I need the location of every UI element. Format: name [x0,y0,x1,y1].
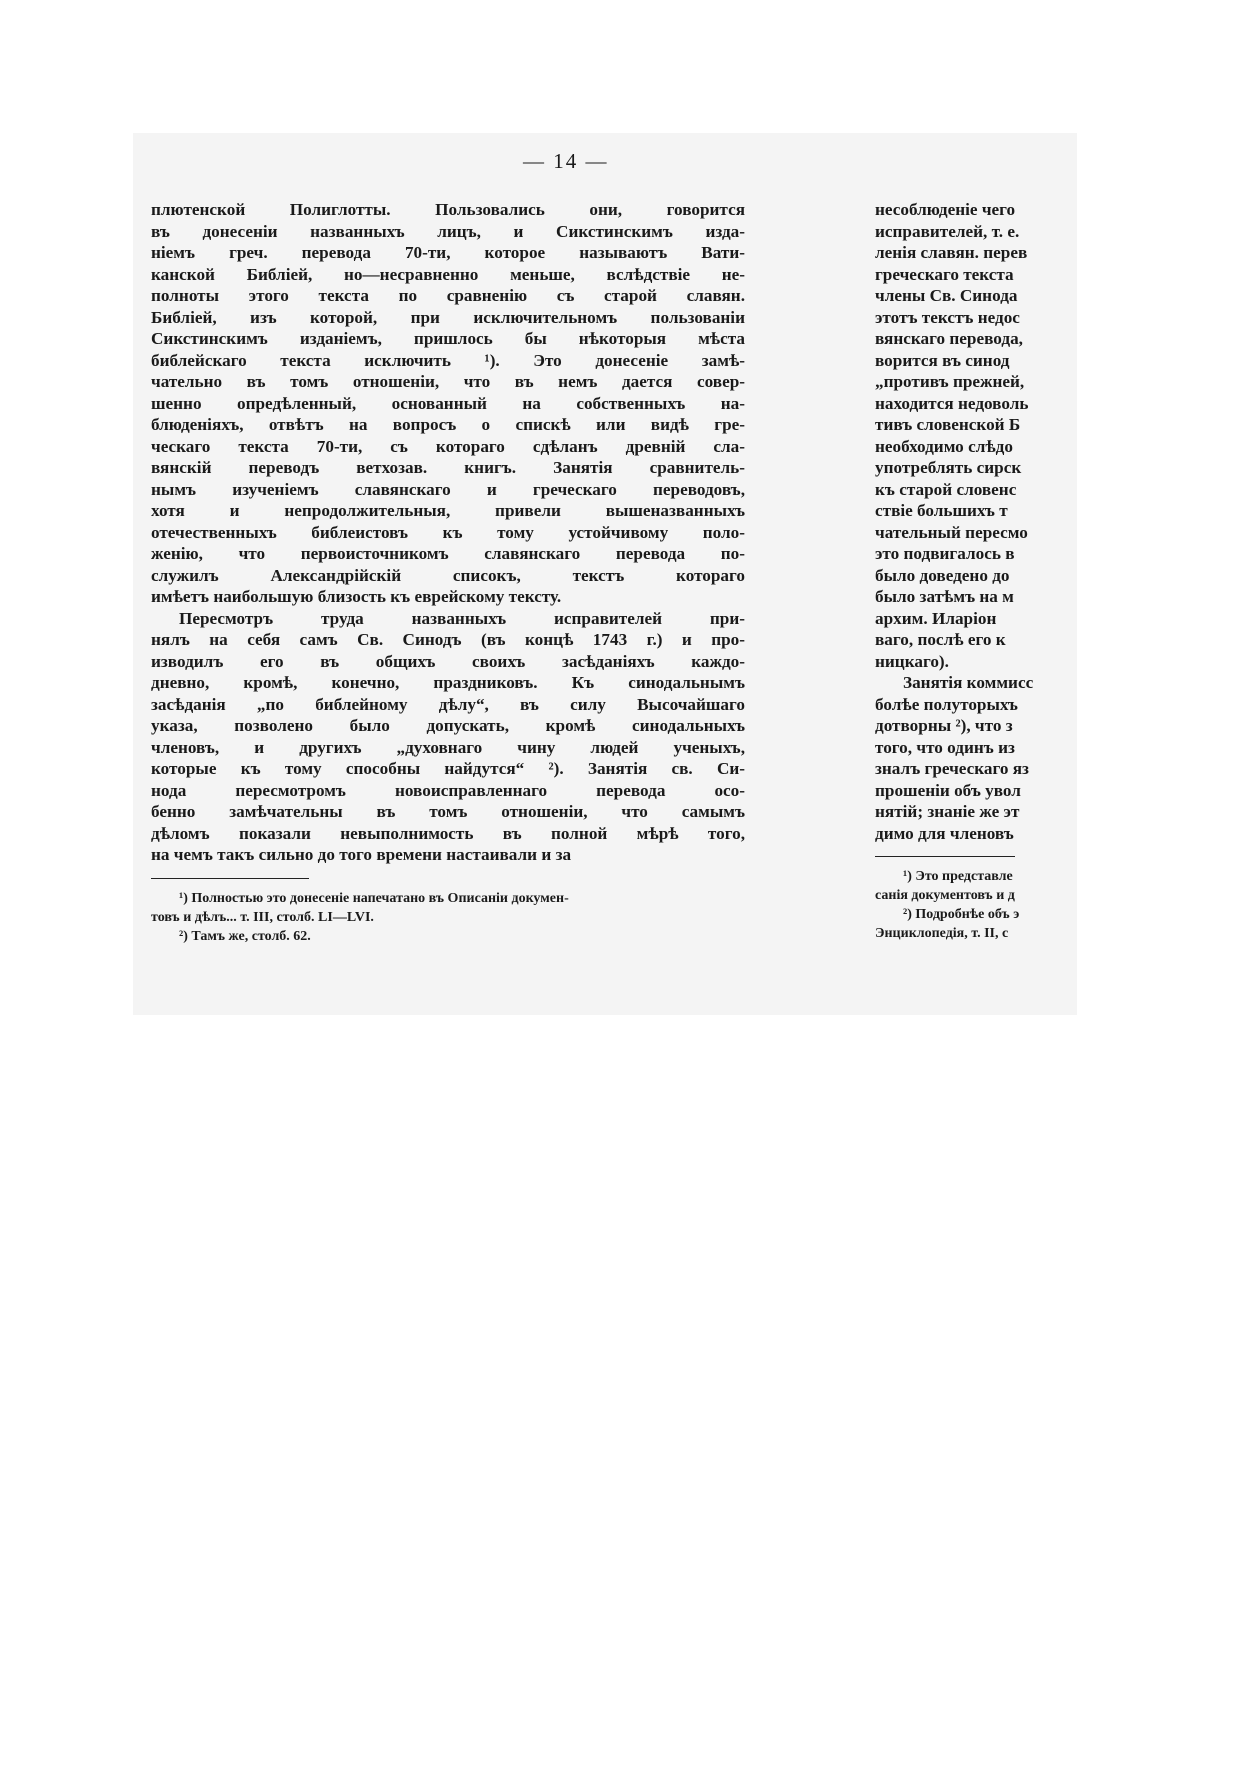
text-line: димо для членовъ [875,823,1014,843]
text-line: нятій; знаніе же эт [875,802,1020,821]
text-line: чательно въ томъ отношеніи, что въ немъ дается совер- [151,372,745,391]
right-column [875,199,1077,943]
footnote-rule [151,878,309,879]
footnote-line: ¹) Это представле [903,869,1013,884]
text-line: находится недоволь [875,393,1029,413]
text-line: члены Св. Синода [875,286,1018,305]
text-line: вянскій переводъ ветхозав. книгъ. Занятія сравнитель- [151,458,745,477]
text-line: женію, что первоисточникомъ славянскаго перевода по- [151,544,745,563]
text-line: было затѣмъ на м [875,587,1014,606]
text-line: ствіе большихъ т [875,501,1008,520]
text-line: къ старой словенс [875,479,1017,499]
text-line: полноты этого текста по сравненію съ старой славян. [151,286,745,305]
text-line: ніемъ греч. перевода 70-ти, которое называютъ Вати- [151,243,745,262]
text-line: было доведено до [875,565,1010,585]
left-column-text [151,199,745,866]
right-footnotes [875,867,1077,943]
page-number: — 14 — [523,149,609,173]
left-column [151,199,745,946]
footnote-line: ¹) Полностью это донесеніе напечатано въ Описаніи докумен- [179,890,569,906]
text-line: прошеніи объ увол [875,780,1021,800]
text-line: изводилъ его въ общихъ своихъ засѣданіяхъ каждо- [151,651,745,671]
footnote-line: ²) Подробнѣе объ э [903,907,1020,922]
text-line: „противъ прежней, [875,372,1025,391]
text-line: того, что одинъ из [875,737,1015,757]
text-line: ческаго текста 70-ти, съ котораго сдѣланъ древній сла- [151,436,745,456]
text-line: бенно замѣчательны въ томъ отношеніи, что самымъ [151,802,745,821]
text-line: ваго, послѣ его к [875,630,1006,649]
text-line: канской Библіей, но—несравненно меньше, вслѣдствіе не- [151,264,745,284]
text-line: ворится въ синод [875,350,1010,370]
text-line: отечественныхъ библеистовъ къ тому устойчивому поло- [151,522,745,542]
text-line: вянскаго перевода, [875,329,1023,348]
text-line: дотворны ²), что з [875,716,1013,735]
right-column-text [875,199,1077,844]
text-line: зналъ греческаго яз [875,759,1029,778]
text-line: необходимо слѣдо [875,436,1013,456]
text-line: которые къ тому способны найдутся“ ²). Занятія св. Си- [151,759,745,778]
text-line: греческаго текста [875,264,1014,284]
text-line: это подвигалось в [875,544,1015,563]
text-line: чательный пересмо [875,522,1028,542]
text-line: употреблять сирск [875,458,1022,477]
text-line: нода пересмотромъ новоисправленнаго перевода осо- [151,780,745,800]
text-line: исправителей, т. е. [875,221,1020,241]
footnote-line: санія документовъ и д [875,888,1015,903]
footnote-rule [875,856,1015,857]
text-line: несоблюденіе чего [875,200,1016,219]
text-line: на чемъ такъ сильно до того времени настаивали и за [151,845,572,864]
text-line: Библіей, изъ которой, при исключительномъ пользованіи [151,307,745,327]
text-line: хотя и непродолжительныя, привели вышеназванныхъ [151,501,745,520]
text-line: дневно, кромѣ, конечно, праздниковъ. Къ синодальнымъ [151,673,745,692]
text-line: служилъ Александрійскій списокъ, текстъ котораго [151,565,745,585]
text-line: архим. Иларіон [875,608,997,628]
text-line: дѣломъ показали невыполнимость въ полной мѣрѣ того, [151,823,745,843]
text-line: Сикстинскимъ изданіемъ, пришлось бы нѣкоторыя мѣста [151,329,745,348]
text-line: засѣданія „по библейному дѣлу“, въ силу Высочайшаго [151,694,745,714]
text-line: имѣетъ наибольшую близость къ еврейскому тексту. [151,587,562,606]
text-line: шенно опредѣленный, основанный на собственныхъ на- [151,393,745,413]
scanned-page [133,133,1077,1015]
text-line: Занятія коммисс [903,673,1034,692]
left-footnotes [151,889,745,946]
text-line: плютенской Полиглотты. Пользовались они, говорится [151,200,745,219]
text-line: библейскаго текста исключить ¹). Это донесеніе замѣ- [151,350,745,370]
text-line: болѣе полуторыхъ [875,694,1018,714]
text-line: членовъ, и другихъ „духовнаго чину людей ученыхъ, [151,737,745,757]
text-line: указа, позволено было допускать, кромѣ синодальныхъ [151,716,745,735]
text-line: нялъ на себя самъ Св. Синодъ (въ концѣ 1743 г.) и про- [151,630,745,649]
text-line: ницкаго). [875,651,949,671]
footnote-line: Энциклопедія, т. II, с [875,926,1009,941]
footnote-line: ²) Тамъ же, столб. 62. [179,928,311,944]
text-line: нымъ изученіемъ славянскаго и греческаго переводовъ, [151,479,745,499]
text-line: Пересмотръ труда названныхъ исправителей при- [179,608,745,628]
text-line: тивъ словенской Б [875,415,1021,434]
footnote-line: товъ и дѣлъ... т. III, столб. LI—LVI. [151,909,374,925]
text-line: въ донесеніи названныхъ лицъ, и Сикстинскимъ изда- [151,221,745,241]
text-line: этотъ текстъ недос [875,307,1020,327]
text-line: ленія славян. перев [875,243,1028,262]
text-line: блюденіяхъ, отвѣтъ на вопросъ о спискѣ или видѣ гре- [151,415,745,434]
